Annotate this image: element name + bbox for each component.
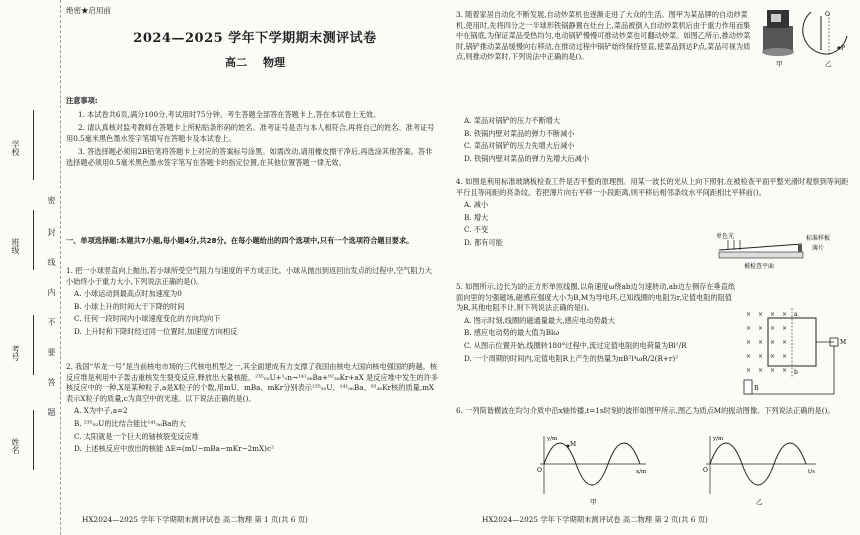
option-c: C. 菜品对锅铲的压力先增大后减小	[464, 141, 575, 151]
label-yi: 乙	[825, 60, 832, 68]
svg-text:×: ×	[746, 367, 752, 374]
label-p: P	[841, 45, 846, 52]
label-b: b	[794, 369, 798, 376]
label-o: O	[825, 11, 830, 18]
label-xm: x/m	[636, 469, 647, 475]
option-d: D. 铁锅内壁对菜品的弹力先增大后减小	[464, 153, 590, 163]
class-label: 班级	[11, 238, 20, 254]
grade-label: 高二	[225, 56, 247, 69]
label-o-yi: O	[703, 467, 708, 474]
note-item: 1. 本试卷共6页,满分100分,考试用时75分钟。考生答题全部答在答题卡上,答在本试卷上无效。	[78, 109, 381, 119]
name-label: 姓名	[11, 438, 20, 454]
option-b: B. 铁锅内壁对菜品的弹力不断减小	[464, 128, 575, 138]
seal-char: 要	[47, 348, 56, 356]
label-m-wave: M	[570, 441, 577, 448]
seal-char: 答	[47, 378, 56, 386]
note-item: 2. 请认真核对监考教师在答题卡上所粘贴条形码的姓名、准考证号是否与本人相符合,再将自己的姓名、准考证号用0.5毫米黑色墨水签字笔填写在答题卡及本试卷上。	[66, 123, 435, 143]
label-ts: t/s	[808, 469, 815, 475]
svg-text:×: ×	[770, 367, 776, 374]
svg-text:×: ×	[770, 353, 776, 360]
option-c: C. 太阳就是一个巨大的铀核裂变反应堆	[74, 431, 199, 441]
svg-text:×: ×	[746, 353, 752, 360]
option-a: A. X为中子,a=2	[74, 406, 128, 416]
number-label: 考号	[11, 345, 20, 361]
question-1	[66, 266, 438, 340]
label-o-jia: O	[537, 467, 542, 474]
option-b: B. ²³⁵₉₂U的比结合能比¹⁴¹₅₆Ba的大	[74, 418, 186, 428]
label-yi-wave: 乙	[756, 498, 763, 506]
wave-figures	[526, 432, 846, 506]
question-2	[66, 362, 438, 457]
question-6	[456, 406, 851, 417]
seal-char: 内	[47, 288, 56, 296]
note-item: 3. 答选择题必须用2B铅笔将答题卡上对应的答案标号涂黑。如需改动,请用橡皮擦干净后,再选涂其他答案。答非选择题必须用0.5毫米黑色墨水签字笔写在答题卡的指定位置,在其他位置答题一律无效。	[66, 147, 433, 167]
page-2-footer: HX2024—2025 学年下学期期末测评试卷 高二物理 第 2 页(共 6 页)	[482, 515, 708, 524]
label-a: a	[794, 311, 798, 318]
option-c: C. 从图示位置开始,线圈转180°过程中,流过定值电阻的电荷量为Bl²/R	[464, 340, 687, 350]
svg-text:×: ×	[782, 325, 788, 332]
option-c: C. 不变	[464, 225, 489, 235]
label-jia-wave: 甲	[590, 498, 597, 506]
notes-block	[66, 96, 438, 169]
standard-plate	[719, 244, 802, 250]
resistor-r	[744, 380, 752, 394]
svg-text:×: ×	[758, 325, 764, 332]
question-stem: 5. 如图所示,边长为l的正方形单匝线圈,以角速度ω绕ab边匀速转动,ab边左侧存在垂直纸面向里的匀强磁场,磁感应强度大小为B,M为导电环,已知线圈的电阻为r,定值电阻的阻值为R,其他电阻不计,则下列说法正确的是()。	[456, 282, 736, 313]
machine-screen	[771, 14, 781, 22]
seal-char: 不	[47, 318, 56, 326]
label-light: 单色光	[716, 233, 735, 240]
tested-plane	[719, 252, 803, 258]
interference-figure	[714, 228, 849, 270]
svg-text:×: ×	[758, 311, 764, 318]
seal-char: 封	[47, 228, 56, 236]
option-a: A. 小球运动到最高点时加速度为0	[74, 289, 182, 299]
label-jia: 甲	[776, 60, 783, 68]
svg-text:×: ×	[746, 339, 752, 346]
svg-text:×: ×	[746, 311, 752, 318]
svg-text:×: ×	[782, 311, 788, 318]
seal-char: 线	[47, 258, 56, 266]
binding-margin	[0, 0, 61, 535]
question-stem: 2. 我国“华龙一号”是当前核电市场的三代核电机型之一,其全面建成有力支撑了我国由核电大国向核电强国的跨越。核反应堆是利用中子轰击重核发生裂变反应,释放出大量核能。²³⁵₉₂U+¹₀n→¹⁴¹₅₆Ba+⁹²₃₆Kr+aX 是反应堆中发生的许多核反应中的一种,X是某种粒子,a是X粒子的个数,用mU、mBa、mKr分别表示²³⁵₉₂U、¹⁴¹₅₆Ba、⁹²₃₆Kr核的质量,mX表示X粒子的质量,c为真空中的光速。以下说法正确的是()。	[66, 362, 438, 403]
label-standard-plate: 标准样板	[806, 235, 831, 242]
svg-text:×: ×	[758, 353, 764, 360]
option-b: B. 增大	[464, 212, 489, 222]
svg-text:×: ×	[770, 311, 776, 318]
option-d: D. 上升时和下降时经过同一位置时,加速度方向相反	[74, 326, 238, 336]
svg-text:×: ×	[782, 367, 788, 374]
svg-text:×: ×	[782, 353, 788, 360]
option-d: D. 都有可能	[464, 237, 503, 247]
section-title: 一、单项选择题:本题共7小题,每小题4分,共28分。在每小题给出的四个选项中,只有一个选项符合题目要求。	[66, 236, 414, 245]
option-a: A. 图示时刻,线圈的磁通量最大,感应电动势最大	[464, 315, 615, 325]
machine-base	[762, 48, 794, 56]
name-line	[33, 410, 34, 470]
svg-text:×: ×	[770, 339, 776, 346]
class-line	[33, 210, 34, 270]
svg-text:×: ×	[770, 325, 776, 332]
page-1-footer: HX2024—2025 学年下学期期末测评试卷 高二物理 第 1 页(共 6 页)	[82, 515, 308, 524]
magnetic-field	[746, 311, 787, 374]
subject-label: 物理	[263, 56, 285, 69]
label-ym-jia: y/m	[547, 436, 558, 442]
cooking-machine-figure	[759, 6, 851, 70]
option-a: A. 菜品对锅铲的压力不断增大	[464, 116, 561, 125]
pan-curve	[803, 12, 829, 54]
label-m: M	[840, 339, 847, 346]
option-b: B. 小球上升的时间大于下降的时间	[74, 301, 185, 311]
question-stem: 3. 随着家居自动化不断发展,自动炒菜机也逐渐走进了大众的生活。图甲为某品牌的自动炒菜机,使用时,先将四分之一半球形铁锅静置在灶台上,菜品被倒入自动炒菜机后由于重力作用而集中在锅底,为保证菜品受热均匀,电动锅铲慢慢可推动炒菜也可翻动炒菜。如图乙所示,推动炒菜时,锅铲推动菜品缓慢向右移动,在推动过程中锅铲始终保持竖直,使菜品到达P点,菜品可视为质点,则推动炒菜时,下列说法中正确的是()。	[456, 10, 751, 62]
question-stem: 6. 一列简谐横波在均匀介质中沿x轴传播,t=1s时刻的波形如图甲所示,图乙为质点M的振动图像。下列说法正确的是()。	[456, 406, 835, 415]
svg-text:×: ×	[746, 325, 752, 332]
option-b: B. 感应电动势的最大值为Blω	[464, 328, 560, 338]
question-5	[456, 282, 738, 366]
exam-title: 2024—2025 学年下学期期末测评试卷	[133, 31, 377, 46]
question-3-options	[456, 114, 846, 166]
label-r: R	[754, 385, 759, 392]
option-a: A. 减小	[464, 200, 489, 210]
seal-char: 题	[47, 408, 56, 416]
svg-text:×: ×	[758, 339, 764, 346]
option-d: D. 上述核反应中放出的核能 ΔE=(mU−mBa−mKr−2mX)c²	[74, 444, 274, 454]
school-line	[33, 110, 34, 180]
question-3	[456, 10, 756, 63]
confidential-mark: 绝密★启用前	[66, 6, 111, 15]
coil-figure	[742, 304, 848, 400]
label-ym-yi: y/m	[713, 436, 724, 442]
notes-title: 注意事项:	[66, 96, 98, 105]
svg-text:×: ×	[758, 367, 764, 374]
school-label: 学校	[11, 140, 20, 156]
exam-subtitle	[62, 58, 448, 69]
label-shim: 薄片	[812, 245, 825, 252]
question-stem: 4. 如图是利用标准玻璃板检查工件是否平整的原理图。用某一波长的光从上向下照射,在被检查平面平整光滑时观察到等间距平行且等间距的亮条纹。若把薄片向右平移一小段距离,则平移后相邻条纹水平间距相比平移前()。	[456, 177, 849, 197]
label-tested-plane: 被检查平面	[744, 263, 775, 270]
svg-text:×: ×	[782, 339, 788, 346]
question-stem: 1. 把一小球竖直向上抛出,若小球所受空气阻力与速度的平方成正比。小球从抛出到返回出发点的过程中,空气阻力大小始终小于重力大小,下列说法正确的是()。	[66, 266, 432, 286]
number-line	[33, 315, 34, 375]
shim	[798, 245, 802, 252]
option-c: C. 任何一段时间内小球速度变化的方向均向下	[74, 314, 221, 324]
seal-char: 密	[47, 196, 56, 204]
section-heading	[66, 236, 438, 247]
option-d: D. 一个周期的时间内,定值电阻R上产生的热量为πB²l⁴ωR/2(R+r)²	[464, 353, 679, 363]
